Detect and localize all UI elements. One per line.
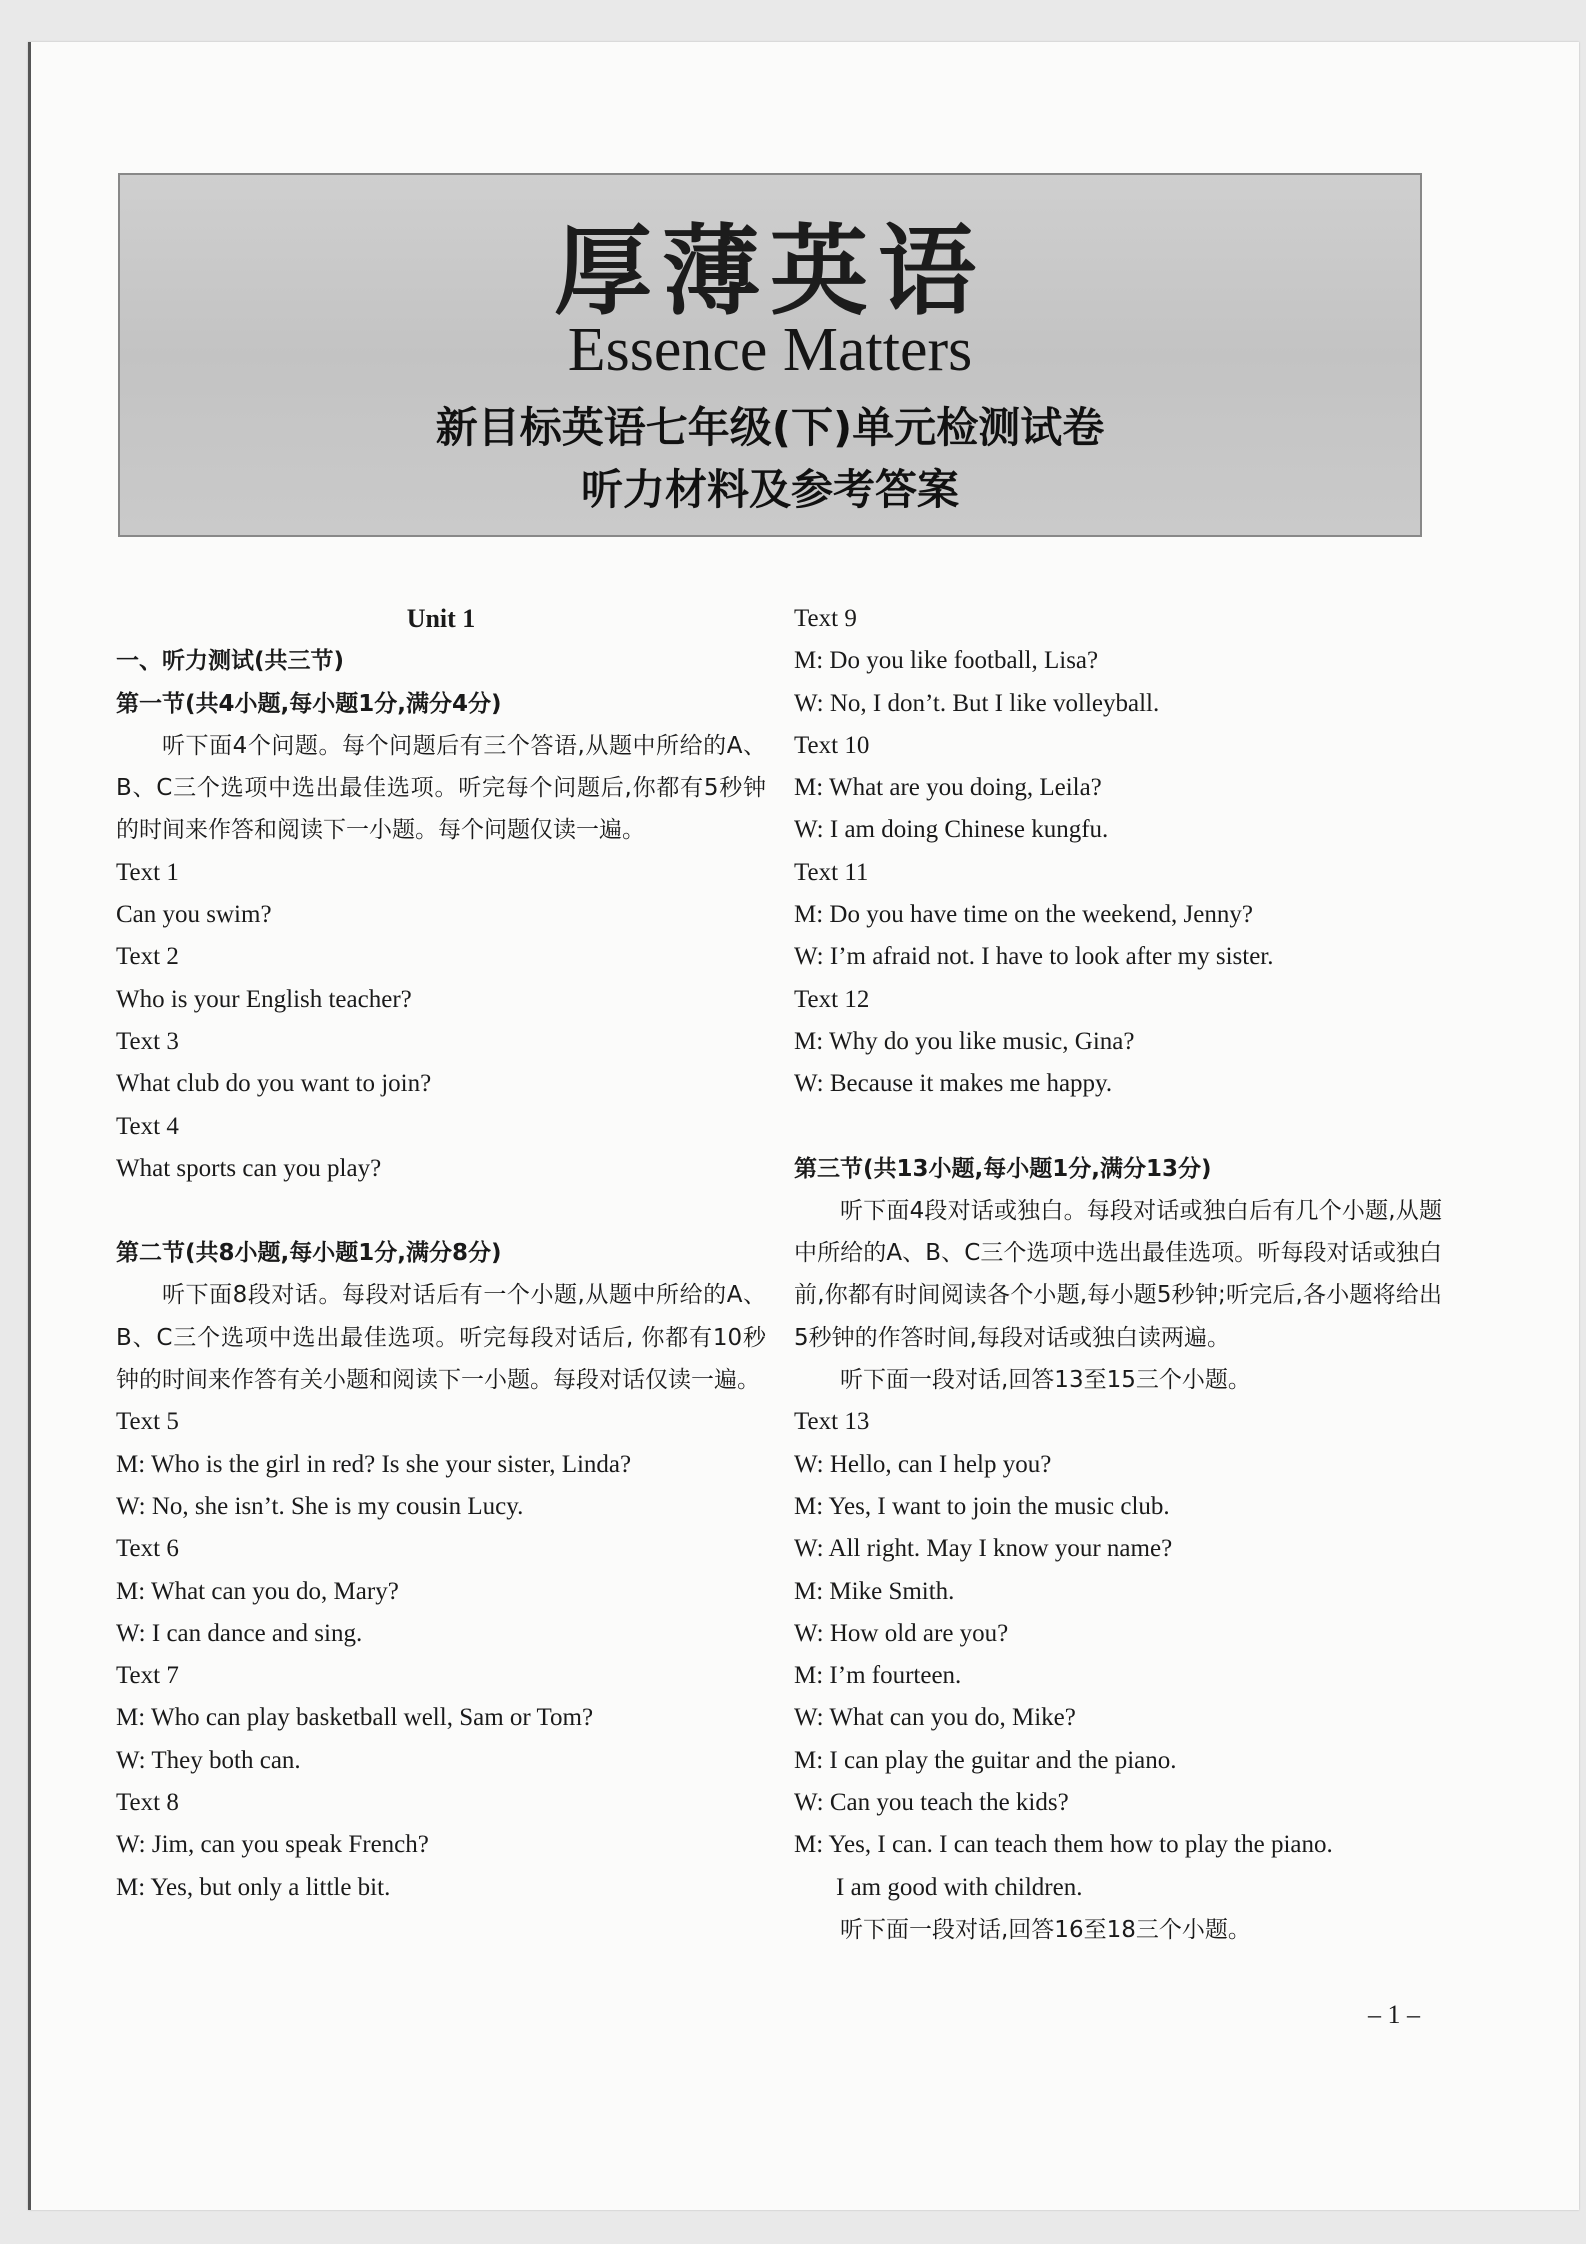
text-9-line-2: W: No, I don’t. But I like volleyball. bbox=[794, 689, 1160, 717]
page-number: – 1 – bbox=[1368, 2000, 1420, 2029]
section-2-heading: 第二节(共8小题,每小题1分,满分8分) bbox=[116, 1240, 502, 1267]
text-13-line-6: M: I’m fourteen. bbox=[794, 1662, 962, 1690]
text-12-line-2: W: Because it makes me happy. bbox=[794, 1070, 1113, 1098]
text-11-label: Text 11 bbox=[794, 858, 869, 886]
banner-title-en: Essence Matters bbox=[567, 316, 973, 384]
text-12-label: Text 12 bbox=[794, 985, 870, 1013]
text-12-line-1: M: Why do you like music, Gina? bbox=[794, 1027, 1135, 1055]
text-2-label: Text 2 bbox=[116, 943, 179, 971]
section-3-instructions: 听下面4段对话或独白。每段对话或独白后有几个小题,从题中所给的A、B、C三个选项中选出最佳选项。听每段对话或独白前,你都有时间阅读各个小题,每小题5秒钟;听完后,各小题将给出5秒钟的作答时间,每段对话或独白读两遍。 bbox=[794, 1197, 1442, 1351]
text-5-label: Text 5 bbox=[116, 1408, 179, 1436]
text-13-line-11: I am good with children. bbox=[836, 1873, 1083, 1901]
text-7-line-2: W: They both can. bbox=[116, 1746, 301, 1774]
text-13-line-1: W: Hello, can I help you? bbox=[794, 1450, 1052, 1478]
unit-title: Unit 1 bbox=[406, 604, 476, 633]
text-3-line: What club do you want to join? bbox=[116, 1070, 432, 1098]
banner-subtitle-1: 新目标英语七年级(下)单元检测试卷 bbox=[435, 403, 1105, 452]
text-10-line-1: M: What are you doing, Leila? bbox=[794, 774, 1102, 802]
banner-subtitle-2: 听力材料及参考答案 bbox=[580, 465, 959, 514]
text-11-line-1: M: Do you have time on the weekend, Jenny? bbox=[794, 901, 1253, 929]
text-13-line-7: W: What can you do, Mike? bbox=[794, 1704, 1076, 1732]
header-banner bbox=[118, 173, 1422, 537]
section-1-instructions: 听下面4个问题。每个问题后有三个答语,从题中所给的A、B、C三个选项中选出最佳选项。听完每个问题后,你都有5秒钟的时间来作答和阅读下一小题。每个问题仅读一遍。 bbox=[116, 732, 766, 844]
text-7-line-1: M: Who can play basketball well, Sam or Tom? bbox=[116, 1704, 594, 1732]
text-6-line-1: M: What can you do, Mary? bbox=[116, 1577, 399, 1605]
text-3-label: Text 3 bbox=[116, 1027, 179, 1055]
text-5-line-2: W: No, she isn’t. She is my cousin Lucy. bbox=[116, 1492, 524, 1520]
text-8-label: Text 8 bbox=[116, 1789, 179, 1817]
right-column bbox=[794, 598, 1442, 1951]
text-7-label: Text 7 bbox=[116, 1662, 179, 1690]
text-10-label: Text 10 bbox=[794, 731, 870, 759]
text-13-line-8: M: I can play the guitar and the piano. bbox=[794, 1746, 1177, 1774]
section-3-note-1: 听下面一段对话,回答13至15三个小题。 bbox=[840, 1367, 1251, 1394]
text-8-line-2: M: Yes, but only a little bit. bbox=[116, 1873, 391, 1901]
banner-title-cn: 厚薄英语 bbox=[553, 214, 986, 329]
text-13-line-3: W: All right. May I know your name? bbox=[794, 1535, 1173, 1563]
section-3-note-2: 听下面一段对话,回答16至18三个小题。 bbox=[840, 1916, 1251, 1943]
left-column bbox=[116, 598, 766, 1909]
text-13-line-2: M: Yes, I want to join the music club. bbox=[794, 1492, 1170, 1520]
section-1-heading: 第一节(共4小题,每小题1分,满分4分) bbox=[116, 690, 502, 717]
text-1-label: Text 1 bbox=[116, 858, 179, 886]
part-heading: 一、听力测试(共三节) bbox=[116, 648, 345, 675]
text-9-line-1: M: Do you like football, Lisa? bbox=[794, 647, 1099, 675]
text-13-label: Text 13 bbox=[794, 1408, 870, 1436]
text-8-line-1: W: Jim, can you speak French? bbox=[116, 1831, 429, 1859]
text-5-line-1: M: Who is the girl in red? Is she your sister, Linda? bbox=[116, 1450, 632, 1478]
text-9-label: Text 9 bbox=[794, 605, 857, 632]
section-2-instructions: 听下面8段对话。每段对话后有一个小题,从题中所给的A、B、C三个选项中选出最佳选项。听完每段对话后, 你都有10秒钟的时间来作答有关小题和阅读下一小题。每段对话仅读一遍。 bbox=[116, 1282, 766, 1394]
text-4-label: Text 4 bbox=[116, 1112, 179, 1140]
text-2-line: Who is your English teacher? bbox=[116, 985, 412, 1013]
text-4-line: What sports can you play? bbox=[116, 1154, 382, 1182]
text-10-line-2: W: I am doing Chinese kungfu. bbox=[794, 816, 1109, 844]
text-13-line-10: M: Yes, I can. I can teach them how to play the piano. bbox=[794, 1831, 1333, 1859]
text-13-line-9: W: Can you teach the kids? bbox=[794, 1789, 1069, 1817]
text-6-label: Text 6 bbox=[116, 1535, 179, 1563]
text-13-line-5: W: How old are you? bbox=[794, 1619, 1009, 1647]
text-13-line-4: M: Mike Smith. bbox=[794, 1577, 955, 1605]
text-1-line: Can you swim? bbox=[116, 901, 272, 929]
text-11-line-2: W: I’m afraid not. I have to look after my sister. bbox=[794, 943, 1274, 971]
section-3-heading: 第三节(共13小题,每小题1分,满分13分) bbox=[794, 1155, 1212, 1182]
text-6-line-2: W: I can dance and sing. bbox=[116, 1619, 363, 1647]
